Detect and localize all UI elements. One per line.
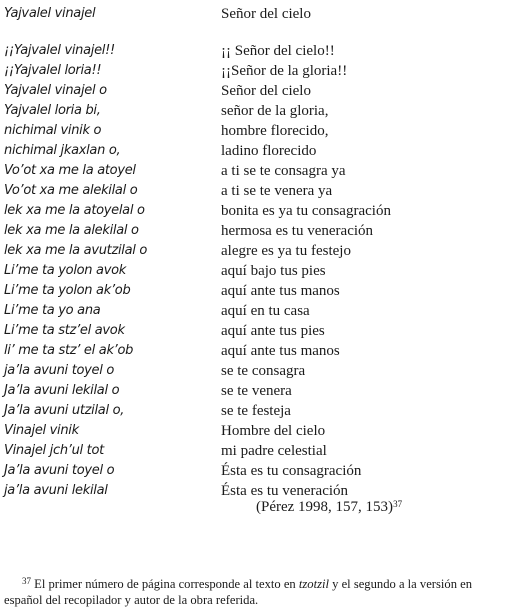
tzotzil-verse: Ja’la avuni lekilal o <box>4 383 120 398</box>
footnote-text-before: El primer número de página corresponde al texto en <box>31 577 299 591</box>
poem-line <box>4 241 504 261</box>
poem-line <box>4 61 504 81</box>
poem-line <box>4 461 504 481</box>
spanish-verse: Ésta es tu consagración <box>221 463 362 479</box>
tzotzil-verse: lek xa me la alekilal o <box>4 223 139 238</box>
spanish-verse: bonita es ya tu consagración <box>221 203 391 219</box>
poem-line <box>4 181 504 201</box>
tzotzil-verse: Ja’la avuni toyel o <box>4 463 115 478</box>
poem-line <box>4 321 504 341</box>
poem-line <box>4 341 504 361</box>
tzotzil-verse: nichimal vinik o <box>4 123 102 138</box>
tzotzil-verse: ja’la avuni lekilal <box>4 483 108 498</box>
poem-line <box>4 361 504 381</box>
tzotzil-verse: Yajvalel vinajel o <box>4 83 107 98</box>
footnote-emphasis: tzotzil <box>298 577 329 591</box>
tzotzil-verse: Li’me ta yolon avok <box>4 263 127 278</box>
poem-line <box>4 121 504 141</box>
spanish-verse: a ti se te venera ya <box>221 183 333 199</box>
poem-line <box>4 141 504 161</box>
tzotzil-verse: lek xa me la atoyelal o <box>4 203 145 218</box>
spanish-verse: hermosa es tu veneración <box>221 223 374 239</box>
poem-line <box>4 261 504 281</box>
poem-line <box>4 161 504 181</box>
spanish-verse: señor de la gloria, <box>221 103 329 119</box>
spanish-verse: aquí ante tus manos <box>221 343 340 359</box>
citation-text: (Pérez 1998, 157, 153) <box>256 499 394 515</box>
bilingual-poem <box>4 4 504 501</box>
poem-line <box>4 281 504 301</box>
tzotzil-verse: Yajvalel loria bi, <box>4 103 101 118</box>
poem-line <box>4 401 504 421</box>
spanish-verse: se te venera <box>221 383 292 399</box>
spanish-verse: ladino florecido <box>221 143 317 159</box>
poem-line <box>4 101 504 121</box>
spanish-verse: Ésta es tu veneración <box>221 483 349 499</box>
poem-line <box>4 4 504 24</box>
tzotzil-verse: ¡¡Yajvalel vinajel!! <box>4 43 115 58</box>
footnote-reference: 37 <box>393 499 403 509</box>
tzotzil-verse: nichimal jkaxlan o, <box>4 143 121 158</box>
spanish-verse: Hombre del cielo <box>221 423 326 439</box>
spanish-verse: hombre florecido, <box>221 123 329 139</box>
spanish-verse: ¡¡Señor de la gloria!! <box>221 63 348 79</box>
poem-line <box>4 41 504 61</box>
spanish-verse: ¡¡ Señor del cielo!! <box>221 43 335 59</box>
tzotzil-verse: Ja’la avuni utzilal o, <box>4 403 125 418</box>
tzotzil-verse: Li’me ta yolon ak’ob <box>4 283 131 298</box>
spanish-verse: se te festeja <box>221 403 291 419</box>
spanish-verse: alegre es ya tu festejo <box>221 243 351 259</box>
spanish-verse: aquí ante tus manos <box>221 283 340 299</box>
poem-line <box>4 201 504 221</box>
tzotzil-verse: Vo’ot xa me alekilal o <box>4 183 138 198</box>
poem-line <box>4 221 504 241</box>
footnote <box>4 576 508 608</box>
poem-line <box>4 421 504 441</box>
poem-line <box>4 381 504 401</box>
footnote-marker: 37 <box>22 576 31 586</box>
poem-line <box>4 81 504 101</box>
poem-line <box>4 441 504 461</box>
tzotzil-verse: ¡¡Yajvalel loria!! <box>4 63 102 78</box>
tzotzil-verse: lek xa me la avutzilal o <box>4 243 148 258</box>
spanish-verse: mi padre celestial <box>221 443 327 459</box>
poem-line <box>4 301 504 321</box>
tzotzil-verse: Li’me ta stz’el avok <box>4 323 125 338</box>
tzotzil-verse: Vinajel vinik <box>4 423 79 438</box>
tzotzil-verse: li’ me ta stz’ el ak’ob <box>4 343 134 358</box>
tzotzil-verse: Vo’ot xa me la atoyel <box>4 163 136 178</box>
tzotzil-verse: Yajvalel vinajel <box>4 6 96 21</box>
tzotzil-verse: ja’la avuni toyel o <box>4 363 115 378</box>
spanish-verse: aquí ante tus pies <box>221 323 325 339</box>
tzotzil-verse: Li’me ta yo ana <box>4 303 101 318</box>
spanish-verse: Señor del cielo <box>221 6 311 22</box>
tzotzil-verse: Vinajel jch’ul tot <box>4 443 104 458</box>
spanish-verse: Señor del cielo <box>221 83 311 99</box>
spanish-verse: se te consagra <box>221 363 306 379</box>
spanish-verse: a ti se te consagra ya <box>221 163 346 179</box>
citation <box>256 497 402 517</box>
poem-line <box>4 481 504 501</box>
footnote-text-after: y el segundo a la versión en español del recopilador y autor de la obra referida. <box>4 577 473 607</box>
spanish-verse: aquí en tu casa <box>221 303 310 319</box>
spanish-verse: aquí bajo tus pies <box>221 263 326 279</box>
